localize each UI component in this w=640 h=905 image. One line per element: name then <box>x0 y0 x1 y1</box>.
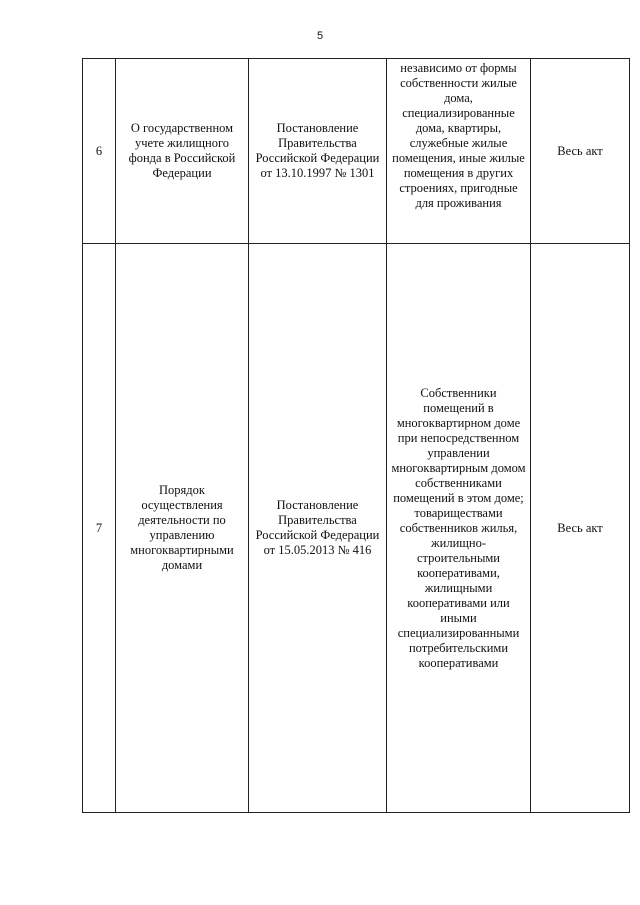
scope-cell: Весь акт <box>531 244 630 813</box>
act-name-cell: О государственном учете жилищного фонда в Российской Федерации <box>116 59 249 244</box>
act-details-cell: Постановление Правительства Российской Федерации от 15.05.2013 № 416 <box>249 244 387 813</box>
row-number-cell: 7 <box>83 244 116 813</box>
subjects-cell: Собственники помещений в многоквартирном доме при непосредственном управлении многоквартирным домом собственниками помещений в этом доме; товариществами собственников жилья, жилищно-строительными кооперативами, жилищными кооперативами или иными специализированными потребительскими кооперативами <box>387 244 531 813</box>
scope-cell: Весь акт <box>531 59 630 244</box>
act-details-cell: Постановление Правительства Российской Федерации от 13.10.1997 № 1301 <box>249 59 387 244</box>
row-number-cell: 6 <box>83 59 116 244</box>
act-name-cell: Порядок осуществления деятельности по управлению многоквартирными домами <box>116 244 249 813</box>
table-row <box>83 244 630 813</box>
regulations-table <box>82 58 630 813</box>
table-row <box>83 59 630 244</box>
subjects-cell: независимо от формы собственности жилые дома, специализированные дома, квартиры, служебные жилые помещения, иные жилые помещения в других строениях, пригодные для проживания <box>387 59 531 244</box>
page-number: 5 <box>316 30 324 42</box>
